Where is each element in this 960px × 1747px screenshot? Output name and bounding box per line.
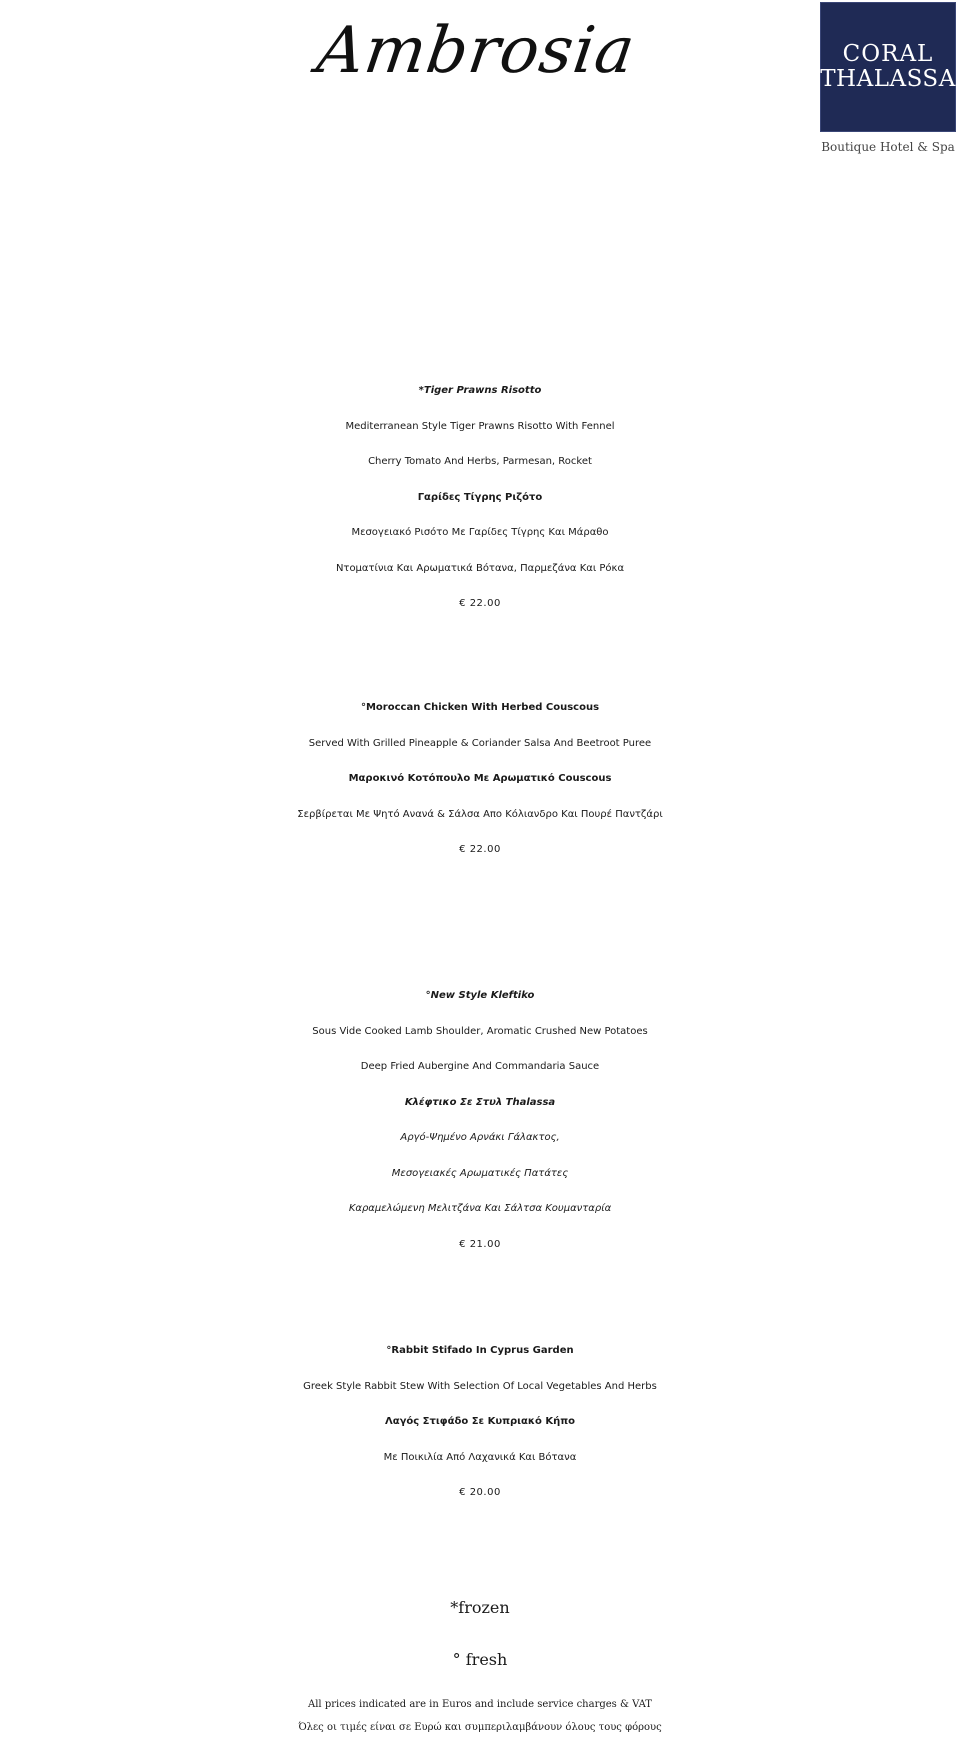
- dish-price: € 20.00: [459, 1487, 501, 1498]
- dish-title-en: °Rabbit Stifado In Cyprus Garden: [386, 1345, 574, 1356]
- menu-item-tiger-prawns: [0, 373, 960, 622]
- hotel-logo: [820, 2, 956, 132]
- logo-tagline: Boutique Hotel & Spa: [821, 140, 955, 154]
- dish-desc-gr: Αργό-Ψημένο Αρνάκι Γάλακτος,: [400, 1132, 560, 1143]
- menu-item-rabbit-stifado: [0, 1333, 960, 1511]
- logo-line2: THALASSA: [820, 66, 956, 92]
- menu-item-moroccan-chicken: [0, 690, 960, 868]
- dish-desc-en: Served With Grilled Pineapple & Coriander Salsa And Beetroot Puree: [308, 737, 652, 749]
- dish-desc-en: Deep Fried Aubergine And Commandaria Sauce: [360, 1061, 600, 1072]
- dish-price: € 21.00: [459, 1238, 501, 1250]
- note-fresh: ° fresh: [452, 1650, 508, 1669]
- note-frozen: *frozen: [450, 1598, 510, 1617]
- dish-title-en: *Tiger Prawns Risotto: [418, 385, 542, 396]
- dish-title-gr: Μαροκινό Κοτόπουλο Με Αρωματικό Couscous: [348, 773, 612, 784]
- dish-price: € 22.00: [459, 598, 501, 609]
- dish-desc-en: Greek Style Rabbit Stew With Selection Of Local Vegetables And Herbs: [303, 1380, 657, 1392]
- dish-desc-gr: Σερβίρεται Με Ψητό Ανανά & Σάλσα Απο Κόλιανδρο Και Πουρέ Παντζάρι: [297, 808, 663, 820]
- dish-desc-en: Sous Vide Cooked Lamb Shoulder, Aromatic Crushed New Potatoes: [312, 1025, 648, 1037]
- dish-price: € 22.00: [459, 844, 501, 855]
- menu-header: [0, 0, 960, 170]
- dish-desc-en: Mediterranean Style Tiger Prawns Risotto With Fennel: [345, 420, 615, 432]
- dish-desc-gr: Μεσογειακές Αρωματικές Πατάτες: [391, 1167, 569, 1179]
- dish-title-gr: Λαγός Στιφάδο Σε Κυπριακό Κήπο: [384, 1416, 576, 1427]
- logo-line1: CORAL: [842, 41, 934, 67]
- restaurant-name: Ambrosia: [312, 14, 640, 88]
- menu-item-kleftiko: [0, 978, 960, 1262]
- dish-title-en: °New Style Kleftiko: [425, 990, 535, 1001]
- dish-desc-gr: Με Ποικιλία Από Λαχανικά Και Βότανα: [383, 1451, 577, 1463]
- dish-desc-en: Cherry Tomato And Herbs, Parmesan, Rocket: [368, 456, 592, 467]
- dish-title-gr: Γαρίδες Τίγρης Ριζότο: [417, 491, 543, 503]
- dish-title-gr: Κλέφτικο Σε Στυλ Thalassa: [404, 1096, 556, 1108]
- dish-desc-gr: Καραμελώμενη Μελιτζάνα Και Σάλτσα Κουμανταρία: [348, 1203, 612, 1214]
- dish-desc-gr: Ντοματίνια Και Αρωματικά Βότανα, Παρμεζάνα Και Ρόκα: [335, 562, 625, 574]
- footer-prices-en: All prices indicated are in Euros and include service charges & VAT: [308, 1699, 652, 1710]
- dish-desc-gr: Μεσογειακό Ρισότο Με Γαρίδες Τίγρης Και Μάραθο: [351, 527, 609, 538]
- dish-title-en: °Moroccan Chicken With Herbed Couscous: [360, 702, 600, 713]
- footer-prices-gr: Όλες οι τιμές είναι σε Ευρώ και συμπεριλαμβάνουν όλους τους φόρους: [298, 1722, 662, 1733]
